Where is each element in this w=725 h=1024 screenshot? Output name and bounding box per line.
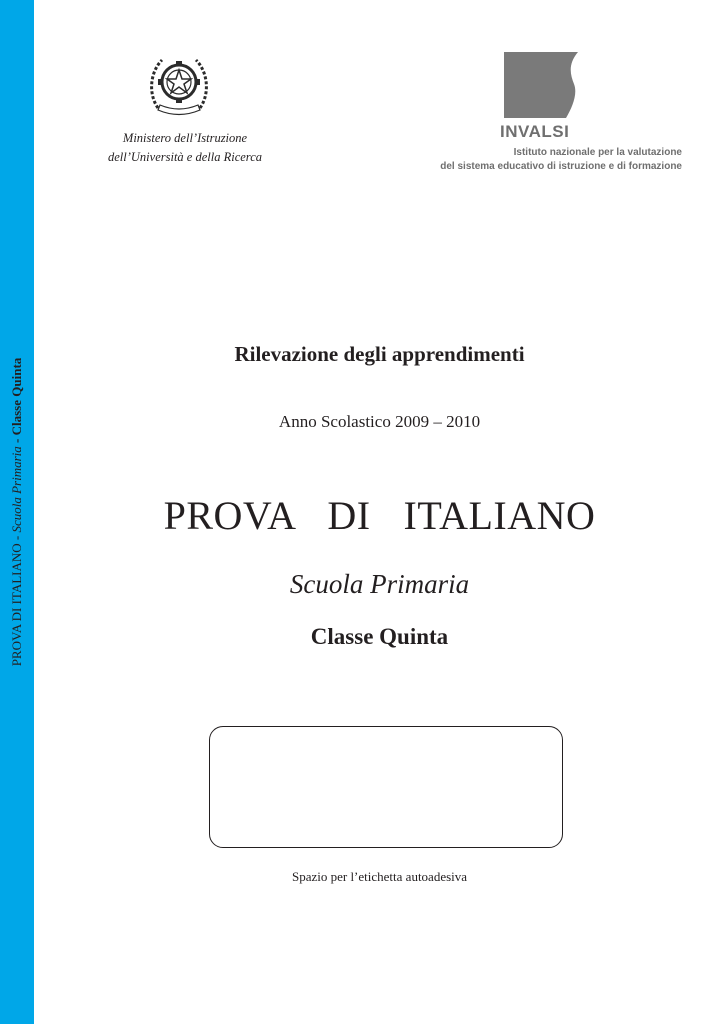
spine-title-part1: PROVA DI ITALIANO - <box>9 532 24 667</box>
invalsi-subtitle-line-1: Istituto nazionale per la valutazione <box>513 147 682 158</box>
sticker-label-caption: Spazio per l’etichetta autoadesiva <box>291 869 468 884</box>
survey-title: Rilevazione degli apprendimenti <box>234 342 525 366</box>
spine-title-part3: - Classe Quinta <box>9 357 24 447</box>
sticker-label-box <box>209 726 563 848</box>
spine-title <box>9 302 25 722</box>
ministry-line-2: dell’Università e della Ricerca <box>108 150 262 164</box>
spine-title-part2: Scuola Primaria <box>9 446 24 533</box>
republic-emblem-icon <box>146 50 212 120</box>
side-band <box>0 0 34 1024</box>
invalsi-brand: INVALSI <box>500 122 570 141</box>
class-level: Classe Quinta <box>310 624 449 649</box>
test-title: PROVA DI ITALIANO <box>163 493 596 538</box>
invalsi-subtitle-line-2: del sistema educativo di istruzione e di formazione <box>440 161 682 172</box>
ministry-line-1: Ministero dell’Istruzione <box>122 131 248 145</box>
school-level: Scuola Primaria <box>289 569 470 599</box>
invalsi-logo-icon <box>502 52 578 118</box>
school-year: Anno Scolastico 2009 – 2010 <box>278 412 481 431</box>
